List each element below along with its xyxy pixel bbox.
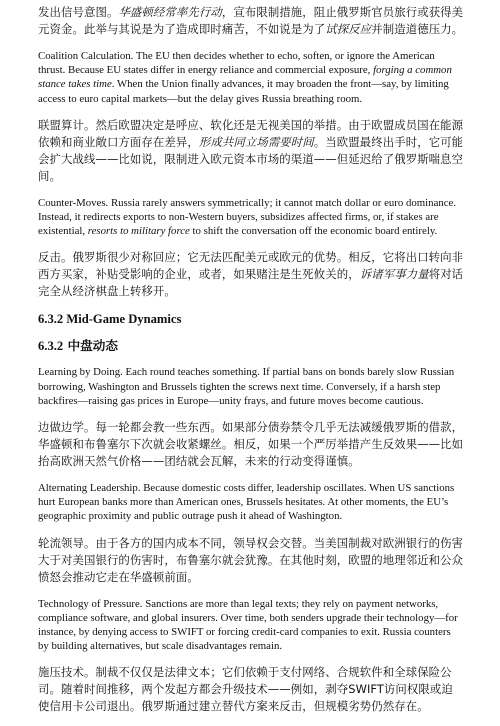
emphasis-text: 形成共同立场需要时间 bbox=[198, 134, 314, 149]
para-leadership-zh bbox=[38, 535, 464, 586]
para-coalition-zh bbox=[38, 117, 464, 185]
text-run: Technology of Pressure. Sanctions are more than legal texts; they rely on payment networks, compliance software, and global insurers. Over time, both senders upgrade their technology—for instance, by denying access to SWIFT or forcing credit-card companies to exit. Russia counters by building alternatives, but scale disadvantages remain. bbox=[38, 597, 458, 653]
text-run: 6.3.2 Mid-Game Dynamics bbox=[38, 312, 182, 327]
emphasis-text: 华盛顿经常率先行动 bbox=[118, 5, 222, 19]
emphasis-text: 试探反应 bbox=[325, 22, 372, 36]
emphasis-text: 诉诸军事力量 bbox=[359, 267, 429, 282]
text-run: 。当欧盟最终出手时，它可能会扩大战线——比如说，限制进入欧元资本市场的渠道——但延迟给了俄罗斯喘息空间。 bbox=[38, 134, 464, 183]
emphasis-text: resorts to military force bbox=[87, 225, 190, 238]
text-run: 边做边学。每一轮都会教一些东西。如果部分债券禁令几乎无法减缓俄罗斯的借款，华盛顿和布鲁塞尔下次就会收紧螺丝。相反，如果一个严厉举措产生反效果——比如抬高欧洲天然气价格——团结就会瓦解，未来的行动变得谨慎。 bbox=[38, 420, 464, 469]
text-run: Learning by Doing. Each round teaches something. If partial bans on bonds barely slow Russian borrowing, Washington and Brussels tighten the screws next time. Conversely, if a harsh step backfires—raising gas prices in Europe—unity frays, and future moves become cautious. bbox=[38, 366, 455, 407]
text-run: 6.3.2 bbox=[38, 339, 64, 354]
para-coalition-en bbox=[38, 49, 464, 106]
para-countermoves-zh bbox=[38, 249, 464, 300]
text-run: 中盘动态 bbox=[63, 338, 118, 354]
text-run: 将对话完全从经济棋盘上转移开。 bbox=[38, 267, 464, 299]
text-run: ，宣布限制措施，阻止俄罗斯官员旅行或获得美元资金。此举与其说是为了造成即时痛苦，不如说是为了 bbox=[38, 5, 464, 36]
para-technology-zh bbox=[38, 664, 464, 715]
para-technology-en bbox=[38, 597, 464, 654]
text-run: to shift the conversation off the economic board entirely. bbox=[189, 225, 438, 238]
para-learning-en bbox=[38, 365, 464, 408]
document-page bbox=[38, 4, 464, 726]
text-run: Counter-Moves. Russia rarely answers symmetrically; it cannot match dollar or euro dominance. Instead, it redirects exports to non-Western buyers, subsidizes affected firms, or, if stakes are existential, bbox=[38, 196, 457, 238]
text-run: Coalition Calculation. The EU then decides whether to echo, soften, or ignore the American thrust. Because EU states differ in energy reliance and commercial exposure, bbox=[38, 50, 435, 77]
text-run: Alternating Leadership. Because domestic costs differ, leadership oscillates. When US sanctions hurt European banks more than American ones, Brussels hesitates. At other moments, the EU’s geographic proximity and public outrage push it ahead of Washington. bbox=[38, 482, 455, 523]
text-run: . When the Union finally advances, it may broaden the front—say, by limiting access to euro capital markets—but the delay gives Russia breathing room. bbox=[38, 78, 449, 105]
text-run: 施压技术。制裁不仅仅是法律文本；它们依赖于支付网络、合规软件和全球保险公司。随着时间推移，两个发起方都会升级技术——例如，剥夺SWIFT访问权限或迫使信用卡公司退出。俄罗斯通过建立替代方案来反击，但规模劣势仍然存在。 bbox=[38, 665, 453, 714]
emphasis-text: forging a common stance takes time bbox=[38, 64, 452, 91]
heading-mid-game-en bbox=[38, 311, 464, 327]
text-run: 并制造道德压力。 bbox=[371, 22, 464, 36]
para-leadership-en bbox=[38, 481, 464, 524]
para-intro-signal-zh bbox=[38, 4, 464, 38]
para-countermoves-en bbox=[38, 196, 464, 239]
text-run: 反击。俄罗斯很少对称回应；它无法匹配美元或欧元的优势。相反，它将出口转向非西方买家，补贴受影响的企业，或者，如果赌注是生死攸关的， bbox=[38, 250, 464, 282]
text-run: 发出信号意图。 bbox=[38, 5, 119, 19]
heading-mid-game-zh bbox=[38, 337, 464, 355]
text-run: 联盟算计。然后欧盟决定是呼应、软化还是无视美国的举措。由于欧盟成员国在能源依赖和商业敞口方面存在差异， bbox=[38, 117, 464, 149]
text-run: 轮流领导。由于各方的国内成本不同，领导权会交替。当美国制裁对欧洲银行的伤害大于对美国银行的伤害时，布鲁塞尔就会犹豫。在其他时刻，欧盟的地理邻近和公众愤怒会推动它走在华盛顿前面。 bbox=[38, 535, 464, 584]
para-learning-zh bbox=[38, 419, 464, 470]
